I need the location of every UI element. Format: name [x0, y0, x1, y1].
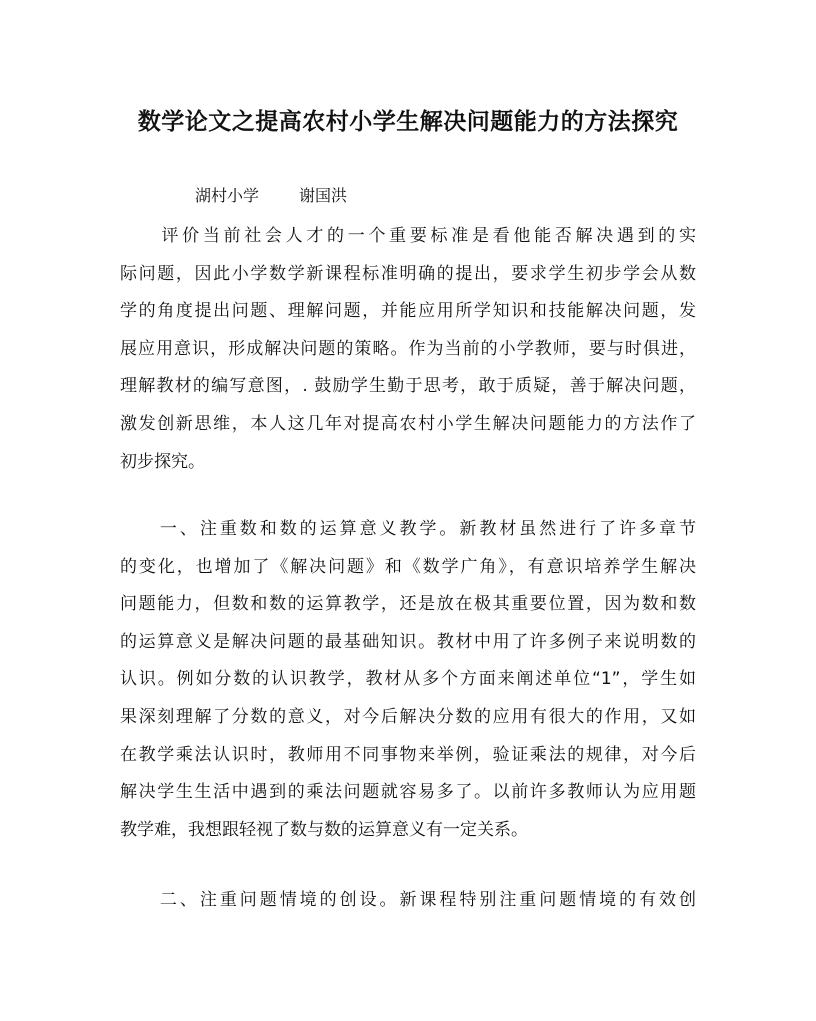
- paragraph-line: 激发创新思维，本人这几年对提高农村小学生解决问题能力的方法作了: [120, 413, 696, 434]
- paragraph-line: 教学难，我想跟轻视了数与数的运算意义有一定关系。: [120, 819, 528, 840]
- paragraph-line: 一、注重数和数的运算意义教学。新教材虽然进行了许多章节: [120, 519, 696, 539]
- paragraph-line: 的变化，也增加了《解决问题》和《数学广角》，有意识培养学生解决: [120, 556, 696, 577]
- paragraph-line: 初步探究。: [120, 451, 205, 472]
- paragraph-section-one: [120, 511, 696, 849]
- paragraph-line: 认识。例如分数的认识教学，教材从多个方面来阐述单位“1”，学生如: [120, 669, 696, 690]
- paragraph-line: 学的角度提出问题、理解问题，并能应用所学知识和技能解决问题，发: [120, 301, 696, 322]
- paragraph-line: 的运算意义是解决问题的最基础知识。教材中用了许多例子来说明数的: [120, 631, 696, 652]
- paragraph-line: 展应用意识，形成解决问题的策略。作为当前的小学教师，要与时俱进，: [120, 338, 696, 359]
- paragraph-line: 际问题，因此小学数学新课程标准明确的提出，要求学生初步学会从数: [120, 263, 696, 284]
- paragraph-section-two: [120, 882, 696, 920]
- paragraph-line: 解决学生生活中遇到的乘法问题就容易多了。以前许多教师认为应用题: [120, 782, 696, 803]
- paragraph-line: 理解教材的编写意图，. 鼓励学生勤于思考，敢于质疑，善于解决问题，: [120, 376, 696, 397]
- paragraph-line: 问题能力，但数和数的运算教学，还是放在极其重要位置，因为数和数: [120, 594, 696, 615]
- paragraph-intro: [120, 218, 696, 481]
- byline: [195, 184, 347, 208]
- document-title: 数学论文之提高农村小学生解决问题能力的方法探究: [137, 108, 679, 135]
- author-name: 谢国洪: [299, 186, 348, 205]
- paragraph-line: 在教学乘法认识时，教师用不同事物来举例，验证乘法的规律，对今后: [120, 744, 696, 765]
- paragraph-line: 评价当前社会人才的一个重要标准是看他能否解决遇到的实: [120, 226, 696, 246]
- paragraph-line: 果深刻理解了分数的意义，对今后解决分数的应用有很大的作用，又如: [120, 706, 696, 727]
- school-name: 湖村小学: [195, 186, 260, 205]
- paragraph-line: 二、注重问题情境的创设。新课程特别注重问题情境的有效创: [120, 890, 696, 910]
